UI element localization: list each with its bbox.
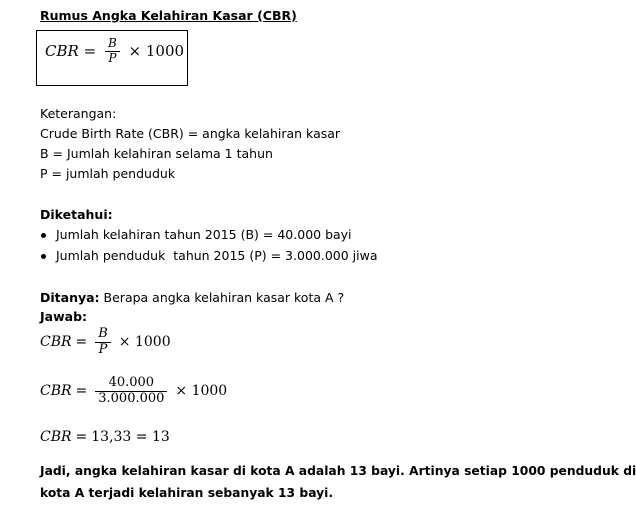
answer-step-3 bbox=[40, 429, 170, 445]
conclusion-line-2: kota A terjadi kelahiran sebanyak 13 bayi. bbox=[40, 486, 334, 500]
formula-numerator: B bbox=[105, 37, 120, 52]
answer-step-1 bbox=[40, 327, 171, 358]
step2-equals: = bbox=[75, 382, 88, 399]
diketahui-heading: Diketahui: bbox=[40, 207, 113, 222]
step2-fraction bbox=[95, 376, 167, 407]
boxed-formula bbox=[45, 37, 184, 66]
formula-denominator: P bbox=[108, 50, 117, 65]
step3-equals: = bbox=[75, 429, 88, 445]
step1-numerator: B bbox=[95, 327, 111, 343]
keterangan-heading: Keterangan: bbox=[40, 106, 117, 121]
bullet-icon bbox=[41, 233, 46, 238]
step1-multiplier: × 1000 bbox=[118, 333, 171, 350]
step2-denominator: 3.000.000 bbox=[98, 390, 165, 406]
keterangan-line-b: B = Jumlah kelahiran selama 1 tahun bbox=[40, 146, 273, 161]
diketahui-item-births: Jumlah kelahiran tahun 2015 (B) = 40.000 bayi bbox=[56, 227, 352, 242]
jawab-label: Jawab: bbox=[40, 309, 88, 324]
diketahui-item-population: Jumlah penduduk tahun 2015 (P) = 3.000.000 jiwa bbox=[56, 248, 378, 263]
step3-lhs: CBR bbox=[40, 429, 72, 445]
step2-multiplier: × 1000 bbox=[175, 382, 228, 399]
answer-step-2 bbox=[40, 376, 227, 407]
step1-denominator: P bbox=[98, 341, 108, 357]
formula-equals: = bbox=[83, 41, 97, 60]
step1-equals: = bbox=[75, 333, 88, 350]
ditanya-line bbox=[40, 290, 344, 305]
step2-lhs: CBR bbox=[40, 382, 72, 399]
ditanya-label: Ditanya: bbox=[40, 290, 100, 305]
step3-result: 13,33 = 13 bbox=[91, 429, 170, 445]
keterangan-line-p: P = jumlah penduduk bbox=[40, 166, 176, 181]
keterangan-line-cbr: Crude Birth Rate (CBR) = angka kelahiran kasar bbox=[40, 126, 341, 141]
step1-fraction bbox=[95, 327, 111, 358]
conclusion-line-1: Jadi, angka kelahiran kasar di kota A adalah 13 bayi. Artinya setiap 1000 penduduk di bbox=[40, 464, 636, 478]
formula-fraction bbox=[105, 37, 120, 66]
ditanya-question: Berapa angka kelahiran kasar kota A ? bbox=[99, 290, 345, 305]
document-title: Rumus Angka Kelahiran Kasar (CBR) bbox=[40, 8, 297, 23]
bullet-icon bbox=[41, 254, 46, 259]
step2-numerator: 40.000 bbox=[95, 376, 167, 392]
formula-lhs: CBR bbox=[45, 41, 79, 60]
step1-lhs: CBR bbox=[40, 333, 72, 350]
formula-multiplier: × 1000 bbox=[128, 41, 185, 60]
